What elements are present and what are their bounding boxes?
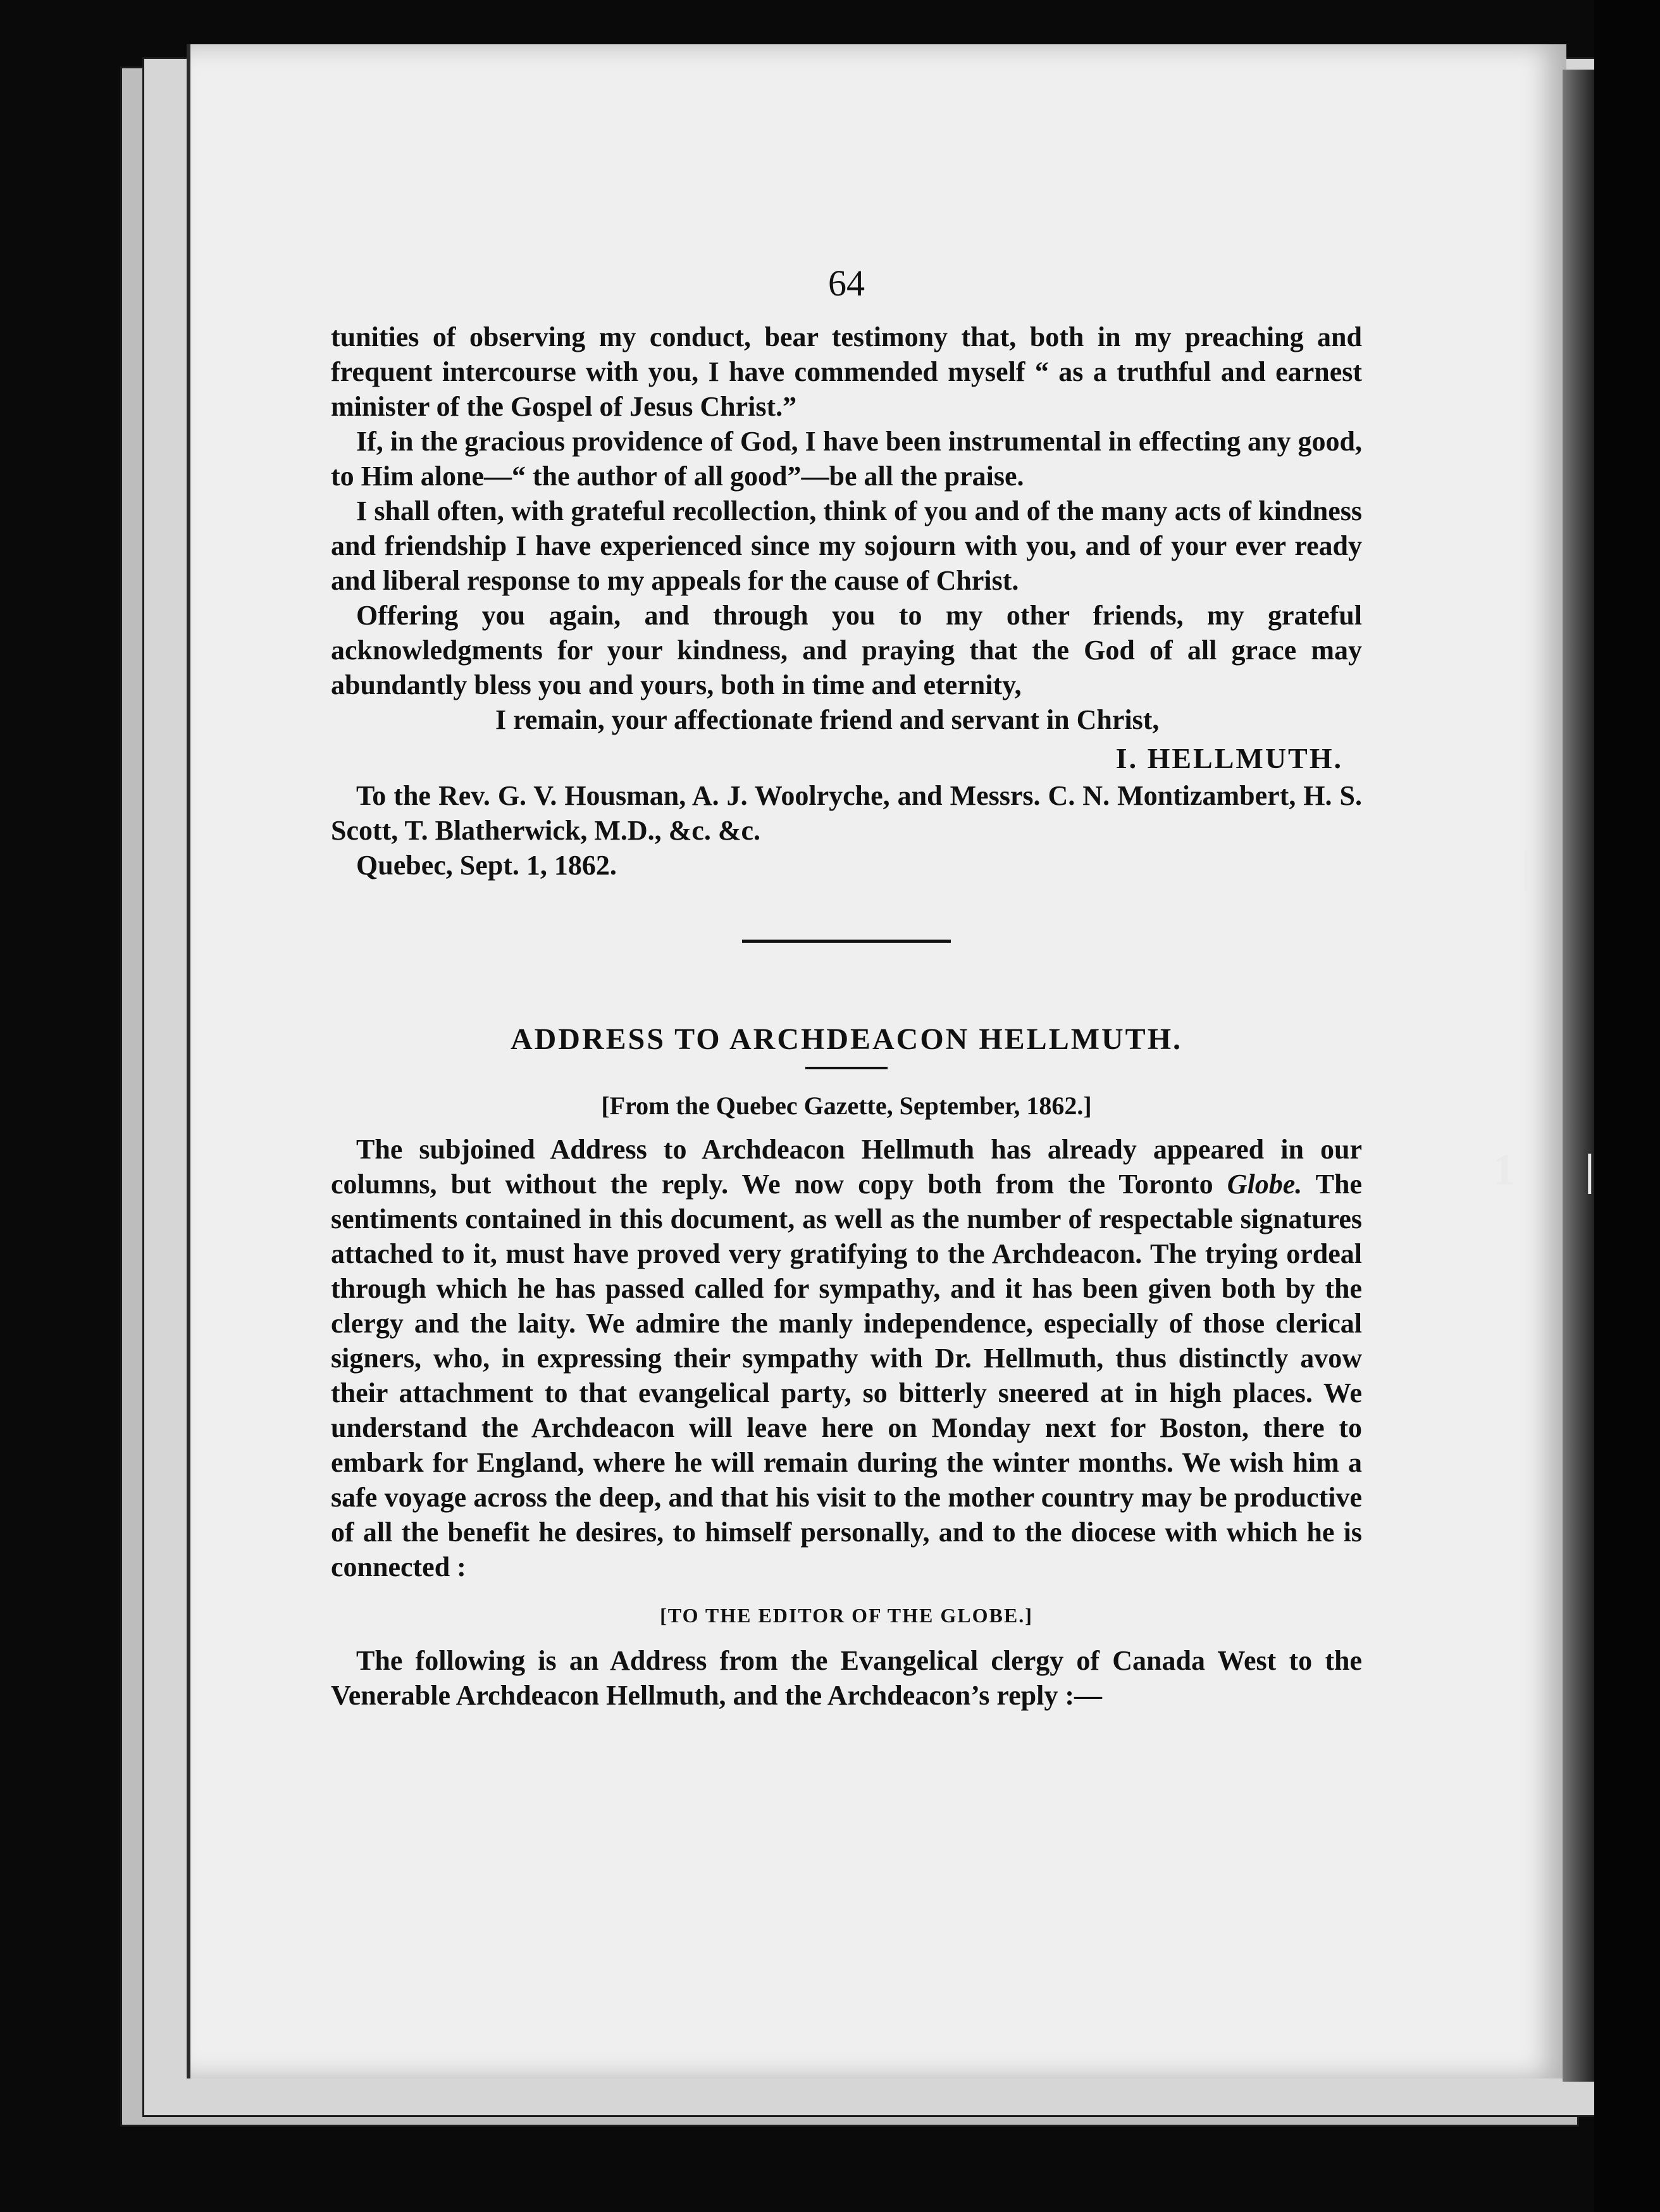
margin-mark: 1 xyxy=(1493,1146,1515,1195)
address-source: [From the Quebec Gazette, September, 1862.] xyxy=(601,1091,1092,1120)
letter-closing: I remain, your affectionate friend and servant in Christ, xyxy=(495,704,1160,735)
section-divider xyxy=(742,940,951,943)
address-intro-part2: The sentiments contained in this document, as well as the number of respectable signatures attached to it, must have proved very gratifying to the Archdeacon. The trying ordeal through which he has passed called for sympathy, and it has been given both by the clergy and the laity. We admire the manly independence, especially of those clerical signers, who, in expressing their sympathy with Dr. Hellmuth, thus distinctly avow their attachment to that evangelical party, so bitterly sneered at in high places. We understand the Archdeacon will leave here on Monday next for Boston, there to embark for England, where he will remain during the winter months. We wish him a safe voyage across the deep, and that his visit to the mother country may be productive of all the benefit he desires, to himself personally, and to the diocese with which he is connected : xyxy=(331,1169,1363,1582)
letter-paragraph-3: I shall often, with grateful recollection, think of you and of the many acts of kindness and friendship I have experienced since my sojourn with you, and of your ever ready and liberal response to my appeals for the cause of Christ. xyxy=(331,495,1362,596)
letter-dateline: Quebec, Sept. 1, 1862. xyxy=(356,850,617,881)
scan-background xyxy=(1594,0,1660,2212)
address-heading: ADDRESS TO ARCHDEACON HELLMUTH. xyxy=(510,1022,1183,1056)
page-fold-shadow xyxy=(1563,70,1594,2082)
letter-signature: I. HELLMUTH. xyxy=(1115,742,1343,774)
page-text xyxy=(331,263,1363,1713)
letter-recipient: To the Rev. G. V. Housman, A. J. Woolryche, and Messrs. C. N. Montizambert, H. S. Scott, T. Blatherwick, M.D., &c. &c. xyxy=(331,780,1362,846)
letter-paragraph-1: tunities of observing my conduct, bear testimony that, both in my preaching and frequent intercourse with you, I have commended myself “ as a truthful and earnest minister of the Gospel of Jesus Christ.” xyxy=(331,321,1362,422)
address-intro xyxy=(331,1132,1362,1584)
editor-note: [TO THE EDITOR OF THE GLOBE.] xyxy=(660,1604,1033,1627)
address-intro-italic: Globe. xyxy=(1227,1169,1303,1200)
margin-mark: | xyxy=(1521,842,1532,891)
address-following: The following is an Address from the Evangelical clergy of Canada West to the Venerable Archdeacon Hellmuth, and the Archdeacon’s reply :— xyxy=(331,1645,1362,1711)
heading-rule xyxy=(805,1067,888,1069)
letter-paragraph-2: If, in the gracious providence of God, I have been instrumental in effecting any good, to Him alone—“ the author of all good”—be all the praise. xyxy=(331,426,1362,492)
address-intro-part1: The subjoined Address to Archdeacon Hellmuth has already appeared in our columns, but without the reply. We now copy both from the Toronto xyxy=(331,1134,1362,1200)
page-number: 64 xyxy=(828,263,865,304)
margin-mark: | xyxy=(1585,1146,1595,1195)
letter-paragraph-4: Offering you again, and through you to my other friends, my grateful acknowledgments for your kindness, and praying that the God of all grace may abundantly bless you and yours, both in time and eternity, xyxy=(331,600,1362,700)
